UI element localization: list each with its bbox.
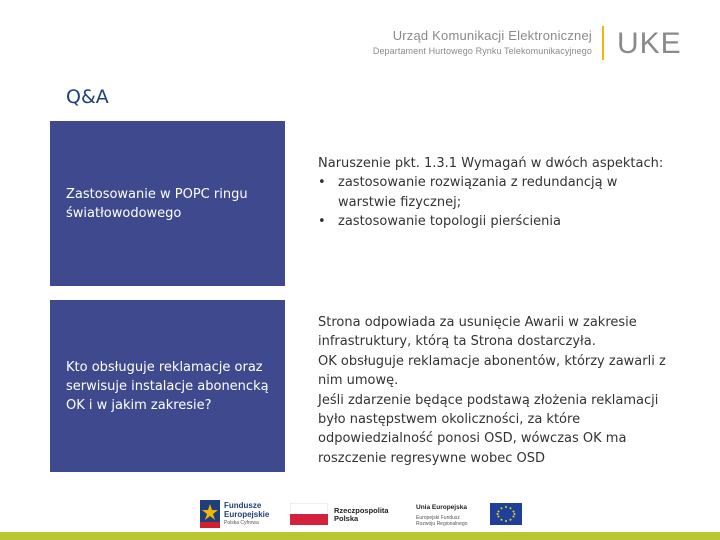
- answer-paragraph: Strona odpowiada za usunięcie Awarii w zakresie infrastruktury, którą ta Strona dostarczyła.: [318, 315, 637, 350]
- answer-paragraph: OK obsługuje reklamacje abonentów, którzy zawarli z nim umowę.: [318, 353, 666, 389]
- unia-europejska-logo: [416, 498, 524, 530]
- fe-star-icon: [198, 498, 222, 530]
- bullet-text: zastosowanie rozwiązania z redundancją w warstwie fizycznej;: [338, 175, 618, 210]
- fundusze-europejskie-logo: [198, 496, 274, 532]
- fe-line3: Polska Cyfrowa: [224, 520, 259, 526]
- question-box-1: [50, 121, 285, 286]
- uke-logo: UKE: [617, 27, 682, 60]
- page-title: Q&A: [66, 86, 109, 108]
- ue-line3: Rozwoju Regionalnego: [416, 521, 468, 527]
- organization-name: Urząd Komunikacji Elektronicznej: [392, 28, 592, 43]
- department-name: Departament Hurtowego Rynku Telekomunikacyjnego: [372, 46, 592, 56]
- bullet-text: zastosowanie topologii pierścienia: [338, 214, 561, 230]
- rzeczpospolita-polska-logo: [290, 500, 410, 528]
- fe-line2: Europejskie: [224, 510, 270, 519]
- eu-flag-icon: [490, 503, 522, 525]
- ue-line1: Unia Europejska: [416, 504, 467, 511]
- answer-bullet: [318, 173, 678, 212]
- answer-block-1: [318, 154, 678, 232]
- answer-bullet: [318, 212, 678, 231]
- question-text: Zastosowanie w POPC ringu światłowodowego: [66, 186, 248, 221]
- header-divider: [602, 26, 604, 60]
- fe-line1: Fundusze: [224, 501, 262, 510]
- polish-flag-icon: [290, 503, 328, 525]
- question-text: Kto obsługuje reklamacje oraz serwisuje instalacje abonencką OK i w jakim zakresie?: [66, 359, 269, 413]
- question-box-2: [50, 300, 285, 472]
- answer-block-2: [318, 313, 678, 468]
- pl-line2: Polska: [334, 514, 359, 523]
- answer-paragraph: Jeśli zdarzenie będące podstawą złożenia reklamacji było następstwem okoliczności, za które odpowiedzialność ponosi OSD, wówczas OK ma roszczenie regresywne wobec OSD: [318, 392, 659, 466]
- pl-line1: Rzeczpospolita: [334, 506, 389, 515]
- bullet-icon: •: [318, 214, 326, 230]
- answer-intro: Naruszenie pkt. 1.3.1 Wymagań w dwóch aspektach:: [318, 156, 664, 171]
- footer-accent-bar: [0, 532, 720, 540]
- ue-line2: Europejski Fundusz: [416, 515, 460, 521]
- organization-header: [373, 28, 592, 56]
- footer-logos: [0, 496, 720, 532]
- bullet-icon: •: [318, 175, 326, 191]
